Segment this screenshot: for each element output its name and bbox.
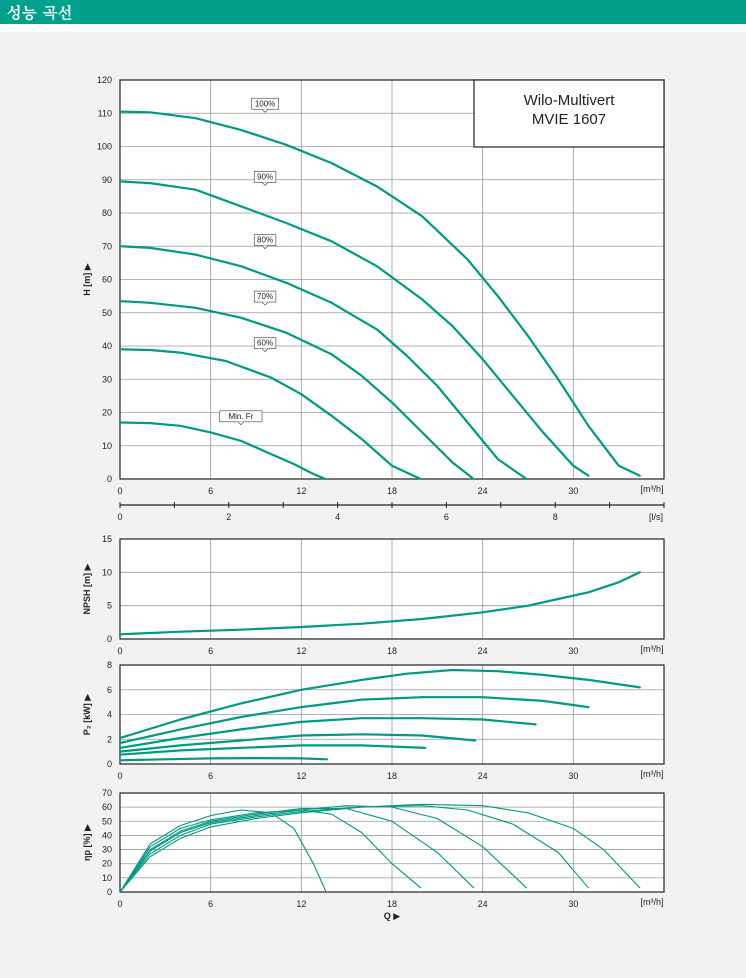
chart-subtitle: MVIE 1607 (531, 111, 607, 128)
npsh-x-tick-label: 0 (117, 646, 123, 656)
npsh-x-tick-label: 12 (296, 646, 307, 656)
head-y-tick-label: 10 (101, 440, 112, 451)
efficiency-x-tick-label: 6 (208, 899, 214, 909)
head-y-tick-label: 100 (96, 141, 112, 152)
efficiency-y-tick-label: 30 (101, 844, 112, 855)
power-y-tick-label: 0 (106, 759, 112, 769)
head-x-tick-label: 0 (117, 486, 123, 496)
head-y-tick-label: 60 (101, 274, 112, 285)
efficiency-y-tick-label: 70 (101, 788, 112, 798)
efficiency-x-tick-label: 12 (296, 899, 307, 909)
head-ls-tick-label: 4 (335, 512, 341, 522)
efficiency-y-tick-label: 40 (101, 830, 112, 841)
head-y-tick-label: 50 (101, 307, 112, 318)
head-curve-label: 60% (257, 338, 274, 348)
head-ls-tick-label: 2 (226, 512, 232, 522)
page-title: 성능 곡선 (7, 4, 73, 22)
head-y-tick-label: 30 (101, 374, 112, 385)
head-y-tick-label: 90 (101, 174, 112, 185)
head-x-tick-label: 6 (208, 486, 214, 496)
head-ls-tick-label: 0 (117, 512, 123, 522)
head-ls-tick-label: 8 (552, 512, 558, 522)
npsh-y-axis-label: NPSH [m] ▶ (82, 563, 92, 615)
efficiency-x-tick-label: 24 (477, 899, 488, 909)
head-x-tick-label: 18 (386, 486, 398, 496)
head-y-tick-label: 80 (101, 208, 112, 218)
efficiency-x-axis-caption: Q ▶ (383, 911, 401, 921)
efficiency-y-tick-label: 0 (106, 887, 112, 897)
head-x-tick-label: 12 (296, 486, 307, 496)
head-y-tick-label: 20 (101, 407, 112, 418)
power-y-tick-label: 2 (106, 734, 112, 745)
efficiency-y-tick-label: 60 (101, 802, 112, 813)
power-x-unit-label: [m³/h] (640, 769, 664, 779)
power-x-tick-label: 18 (386, 771, 398, 781)
head-curve-label: 70% (257, 292, 274, 302)
efficiency-y-tick-label: 50 (101, 816, 112, 827)
head-curve-label: 80% (257, 235, 274, 245)
npsh-y-tick-label: 5 (106, 600, 112, 611)
npsh-x-tick-label: 30 (568, 646, 579, 656)
head-y-tick-label: 0 (106, 474, 112, 484)
efficiency-x-tick-label: 0 (117, 899, 123, 909)
npsh-y-tick-label: 15 (101, 534, 112, 544)
efficiency-x-tick-label: 30 (568, 899, 579, 909)
chart-title: Wilo-Multivert (523, 92, 615, 109)
npsh-x-tick-label: 24 (477, 646, 488, 656)
npsh-x-tick-label: 6 (208, 646, 214, 656)
efficiency-x-tick-label: 18 (386, 899, 398, 909)
power-y-tick-label: 8 (106, 660, 112, 670)
head-curve-label: 90% (257, 172, 274, 182)
npsh-y-tick-label: 0 (106, 634, 112, 644)
power-y-tick-label: 6 (106, 684, 112, 695)
power-x-tick-label: 24 (477, 771, 488, 781)
power-x-tick-label: 0 (117, 771, 123, 781)
head-y-tick-label: 120 (96, 75, 112, 85)
head-y-tick-label: 70 (101, 241, 112, 252)
head-x-unit-label: [m³/h] (640, 484, 664, 494)
head-curve-label: 100% (254, 99, 276, 109)
head-x-tick-label: 24 (477, 486, 488, 496)
head-ls-unit-label: [l/s] (648, 512, 664, 522)
power-x-tick-label: 6 (208, 771, 214, 781)
head-ls-tick-label: 6 (443, 512, 449, 522)
npsh-x-tick-label: 18 (386, 646, 398, 656)
efficiency-y-axis-label: ηp [%] ▶ (82, 824, 92, 861)
head-x-tick-label: 30 (568, 486, 579, 496)
head-curve-label: Min. Fr (228, 411, 254, 421)
power-y-axis-label: P₂ [kW] ▶ (82, 693, 92, 736)
power-x-tick-label: 12 (296, 771, 307, 781)
efficiency-y-tick-label: 10 (101, 872, 112, 883)
npsh-y-tick-label: 10 (101, 567, 112, 578)
head-y-tick-label: 110 (97, 108, 112, 119)
head-y-axis-label: H [m] ▶ (82, 263, 92, 296)
efficiency-y-tick-label: 20 (101, 858, 112, 869)
power-x-tick-label: 30 (568, 771, 579, 781)
efficiency-x-unit-label: [m³/h] (640, 897, 664, 907)
power-y-tick-label: 4 (106, 709, 112, 720)
npsh-x-unit-label: [m³/h] (640, 644, 664, 654)
head-y-tick-label: 40 (101, 341, 112, 351)
